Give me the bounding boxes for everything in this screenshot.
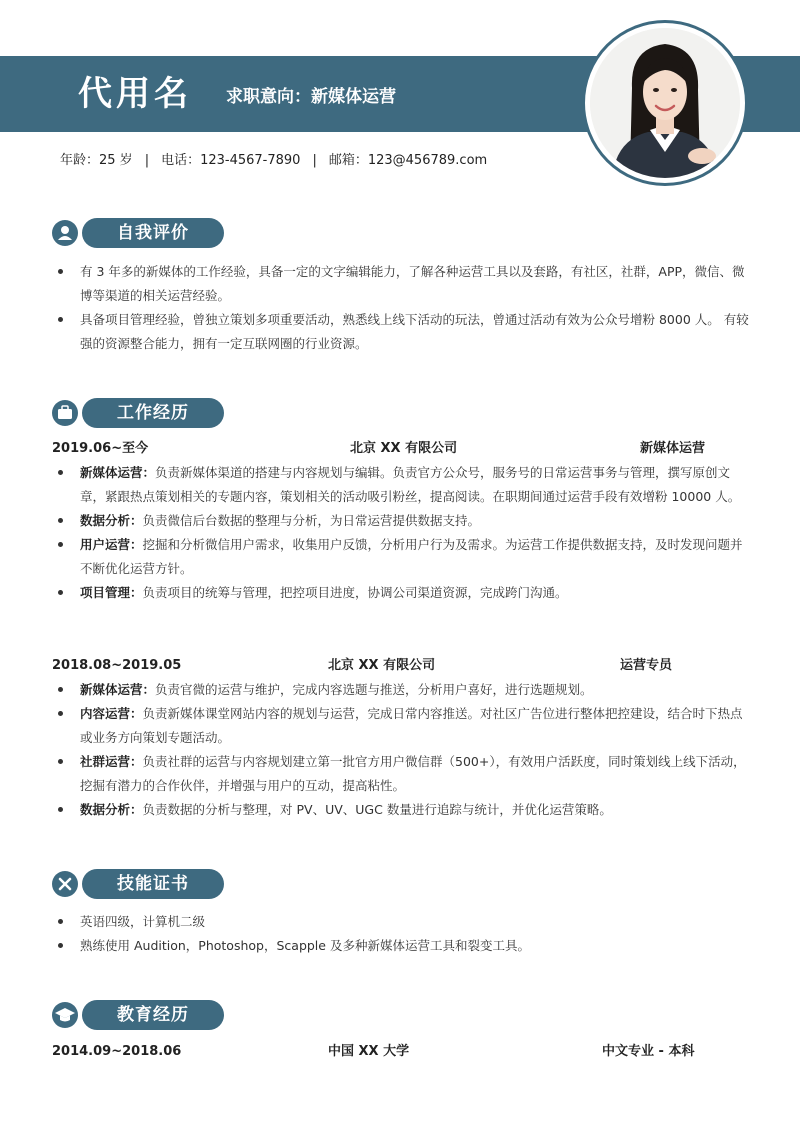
- education-header: [52, 1040, 752, 1064]
- tools-icon: [52, 871, 78, 897]
- item-text: 负责社群的运营与内容规划建立第一批官方用户微信群（500+），有效用户活跃度，同时策划线上线下活动，挖掘有潜力的合作伙伴，并增强与用户的互动，提高粘性。: [80, 754, 746, 793]
- job-header: [52, 654, 752, 678]
- list-item: [52, 750, 752, 798]
- list-item: 熟练使用 Audition，Photoshop，Scapple 及多种新媒体运营工具和裂变工具。: [52, 934, 752, 958]
- item-label: 项目管理：: [80, 585, 143, 600]
- list-item: 英语四级，计算机二级: [52, 910, 752, 934]
- separator: |: [144, 153, 150, 168]
- phone-text: 电话：123-4567-7890: [161, 153, 301, 168]
- list-item: [52, 798, 752, 822]
- item-text: 负责新媒体课堂网站内容的规划与运营，完成日常内容推送。对社区广告位进行整体把控建设，结合时下热点或业务方向策划专题活动。: [80, 706, 743, 745]
- list-item: 具备项目管理经验，曾独立策划多项重要活动，熟悉线上线下活动的玩法，曾通过活动有效为公众号增粉 8000 人。 有较强的资源整合能力，拥有一定互联网圈的行业资源。: [52, 308, 752, 356]
- item-label: 社群运营：: [80, 754, 143, 769]
- job-entry: [52, 654, 752, 822]
- briefcase-icon: [52, 400, 78, 426]
- skills-list: [52, 910, 752, 958]
- item-label: 数据分析：: [80, 513, 143, 528]
- list-item: [52, 461, 752, 509]
- item-label: 新媒体运营：: [80, 465, 156, 480]
- section-title-text: 工作经历: [82, 398, 224, 428]
- job-intent: 求职意向：新媒体运营: [226, 87, 396, 107]
- section-title-text: 教育经历: [82, 1000, 224, 1030]
- candidate-name: 代用名: [78, 74, 192, 114]
- contact-line: [60, 150, 487, 172]
- job-entry: [52, 437, 752, 605]
- item-text: 负责项目的统筹与管理，把控项目进度，协调公司渠道资源，完成跨门沟通。: [142, 585, 568, 600]
- item-text: 负责微信后台数据的整理与分析，为日常运营提供数据支持。: [142, 513, 481, 528]
- profile-photo: [590, 28, 740, 178]
- list-item: [52, 678, 752, 702]
- list-item: [52, 509, 752, 533]
- self-evaluation-list: [52, 260, 752, 356]
- graduation-cap-icon: [52, 1002, 78, 1028]
- item-text: 负责官微的运营与维护，完成内容选题与推送，分析用户喜好，进行选题规划。: [155, 682, 593, 697]
- separator: |: [312, 153, 317, 168]
- person-photo-illustration: [590, 28, 740, 178]
- job-company: 北京 XX 有限公司: [328, 658, 436, 673]
- job-period: 2018.08~2019.05: [52, 658, 182, 673]
- edu-period: 2014.09~2018.06: [52, 1044, 182, 1059]
- email-text: 邮箱：123@456789.com: [328, 153, 488, 168]
- item-text: 负责数据的分析与整理，对 PV、UV、UGC 数量进行追踪与统计，并优化运营策略。: [142, 802, 612, 817]
- job-header: [52, 437, 752, 461]
- edu-major: 中文专业 - 本科: [602, 1044, 695, 1059]
- list-item: 有 3 年多的新媒体的工作经验，具备一定的文字编辑能力，了解各种运营工具以及套路，有社区，社群，APP，微信、微博等渠道的相关运营经验。: [52, 260, 752, 308]
- user-icon: [52, 220, 78, 246]
- job-role: 运营专员: [620, 658, 673, 673]
- list-item: [52, 702, 752, 750]
- section-title-text: 自我评价: [82, 218, 224, 248]
- job-role: 新媒体运营: [640, 441, 706, 456]
- age-text: 年龄：25 岁: [60, 153, 133, 168]
- item-label: 数据分析：: [80, 802, 143, 817]
- item-label: 用户运营：: [80, 537, 143, 552]
- item-text: 挖掘和分析微信用户需求，收集用户反馈，分析用户行为及需求。为运营工作提供数据支持，及时发现问题并不断优化运营方针。: [80, 537, 743, 576]
- job-company: 北京 XX 有限公司: [350, 441, 458, 456]
- section-title-text: 技能证书: [82, 869, 224, 899]
- item-label: 新媒体运营：: [80, 682, 156, 697]
- list-item: [52, 581, 752, 605]
- list-item: [52, 533, 752, 581]
- item-text: 负责新媒体渠道的搭建与内容规划与编辑。负责官方公众号，服务号的日常运营事务与管理，撰写原创文章，紧跟热点策划相关的专题内容，策划相关的活动吸引粉丝，提高阅读。在职期间通过运营手段有效增粉 10000 人。: [80, 465, 741, 504]
- job-period: 2019.06~至今: [52, 441, 149, 456]
- edu-school: 中国 XX 大学: [328, 1044, 410, 1059]
- item-label: 内容运营：: [80, 706, 143, 721]
- education-entry: [52, 1040, 752, 1064]
